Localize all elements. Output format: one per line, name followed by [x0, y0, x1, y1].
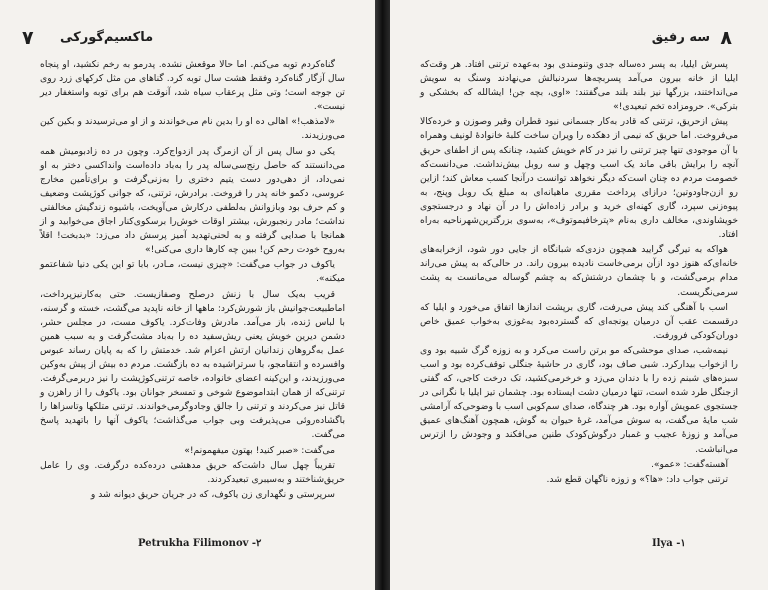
paragraph: اسب با آهنگی کند پیش می‌رفت، گاری برپشت اندازها اتفاق می‌خورد و ایلیا که درقسمت عقب آن درمیان یونجه‌ای که گسترده‌بود به‌غوزی بەخواب عمیق خاص دوران‌کودکی فرورفت.: [420, 301, 738, 341]
paragraph: پسرش ایلیا، به پسر دەسالە جدی وتنومندی بود به‌عهده ترتنی افتاد. هر وقت‌که ایلیا از خانه بیرون می‌آمد پسربچه‌ها سردنبالش می‌نهادند وسنگ به سویش می‌انداختند، بزرگها نیز بلند بلند می‌گفتند: «اوی، بچه جن! ایشالله که بخشکی و بترکی». حرومزاده تخم تبعیدی!»: [420, 59, 738, 113]
paragraph: ترتنی جواب داد: «ها؟» و زوزه ناگهان قطع شد.: [546, 473, 728, 485]
book-gutter: [375, 0, 390, 590]
paragraph: می‌گفت: «صبر کنید! بهتون میفهمونم!»: [184, 444, 335, 456]
paragraph: گناه‌کردم توبه می‌کنم. اما حالا موقعش نشده. پدرمو به رخم نکشید، او پنجاه سال آزگار گناه‌کرد وفقط هشت سال توبه کرد. گناهای من مثل کرکهای زرد روی تن جوجه است؛ وتی مثل پرعقاب سیاه شد، آنوقت هم برای توبه واستغفار دیر نیست».: [40, 59, 345, 113]
paragraph: تقریباً چهل سال داشت‌که حریق مدهشی درده‌کده درگرفت. وی را عامل حریق‌شناختند و به‌سیبری تبعیدکردند.: [40, 459, 345, 485]
paragraph: پیش ازحریق، ترتنی که قادر به‌کار جسمانی نبود قطران وقیر وصوزن و خرده‌کالا می‌فروخت. اما حریق که نیمی از دهکده را ویران ساخت کلبهٔ خانوادهٔ لونیف وهمراه با آن موجودی تنها چیز ترتنی را نیز در کام خویش کشید، چنانکه پس از اطفای حریق آنچه را برایش باقی ماند یک اسب وچهل و سه روبل بیش‌نداشت. می‌دانست‌که خصومت مردم ده چنان است‌که دیگر نخواهد توانست درآنجا کسب معاش کند؛ ازاین رو ازن‌جاودوتین؛ درازای پرداخت مقرری ماهیانه‌ای به مبلغ یک روبل وپنج، به پیوه‌زنی سپرد، گاری کهنه‌ای خرید و برادر زاده‌اش را در آن نهاد و درجستجوی خویشاوندی، مخالف داری بەنام «پترخافیموتوف»، بەسوی بزرگترین‌شهرناحیه بەراه افتاد.: [420, 116, 738, 241]
page-number: ۸: [720, 27, 732, 49]
paragraph: قریب بەیک سال با زنش درصلح وصفازیست. حتی به‌کارنیزپرداخت، اماطبیعت‌جوانیش باز شورش‌کرد: ماهها از خانه ناپدید می‌گشت، خسته و گرسنه، با لباس ژنده، باز می‌آمد. مادرش وفات‌کرد. یاکوف مست، در مجلس حشر، دشمن دیرین خویش یعنی ریش‌سفید ده را بەباد مشت‌گرفت و به سبب همین عمل به‌گروهان زندانیان ارتش اعزام شد. خدمتش را که به پایان رساند عبوس وافسرده و انتقامجو، با سرتراشیده به ده بازگشت. مردم ده بیش از پیش بەوکین می‌ورزیدند، و این‌کینه اعضای خانواده، خاصه ترتنی‌کوژپشت را نیز دربرمی‌گرفت. ترتنی‌که از همان ابتداموضوع شوخی و تمسخر جوانان بود. یاکوف را از راهزن و قاتل نیز می‌کردند و ترتنی را جالق وجادوگرمی‌خواندند. ترتنی متلکها وتاسزاها را باگشاده‌روئی می‌پذیرفت وبی جواب می‌گذاشت؛ یاکوف آنها را باتهدید پاسخ می‌گفت.: [40, 288, 345, 441]
paragraph: هواکه به تیرگی گرایید همچون دزدی‌که شبانگاه از جایی دور شود، ازخرابه‌های خانه‌ای‌که هنوز دود ازآن برمی‌خاست نادیده بیرون راند. در حالی‌که به پیش می‌راند مدام برمی‌گشت، و با چشمان درشتش‌که به چشم گوساله می‌مانست به پشت سرمی‌نگریست.: [420, 244, 738, 298]
page-footer: Petrukha Filimonov -۲: [138, 538, 262, 549]
running-header: سه رفیق: [651, 30, 710, 45]
paragraph: یکی دو سال پس از آن ازمرگ پدر ازدواج‌کرد. وچون در ده زادبومیش همه می‌دانستند که حاصل رنج‌سی‌ساله پدر را به‌باد داده‌است وانداکسی دختر به او نمی‌داد، از دهی‌دور دست یتیم دختری را بەزنی‌گرفت و برای‌تأمین مخارج عروسی، دکمو خانه پدر را فروخت. برادرش، ترتنی، که جوانی کوژپشت وضعیف و کم حرف بود وبازوانش بەلطفی درکارش می‌آویخت، باشیوه زندگیش مخالفتی نداشت؛ مادر رنجبورش، بیشتر اوقات خوش‌را برسکوی‌کنار اجاق می‌خوابید و از همانجا با صدایی گرفته و به لحنی‌تهدید آمیز پرسش داد می‌زد: «بدبخت! اقلاً بەروح خودت رحم کن! ببین چه کارها داری می‌کنی!»: [40, 145, 345, 256]
body-text: [40, 58, 345, 503]
paragraph: سرپرستی و نگهداری زن یاکوف، که در جریان حریق دیوانه شد و: [90, 488, 335, 500]
page-number: ۷: [22, 27, 34, 49]
paragraph: یاکوف در جواب می‌گفت: «چیزی نیست، مـادر، بابا تو این یکی دنیا شفاعتمو میکنه».: [40, 259, 345, 285]
left-page: [0, 0, 375, 590]
right-page: [390, 0, 768, 590]
body-text: [420, 58, 738, 488]
paragraph: آهسته‌گفت: «عمو».: [650, 458, 728, 470]
running-header: ماکسیم‌گورکی: [60, 30, 154, 45]
paragraph: نیمه‌شب، صدای موحشی‌که مو برتن راست می‌کرد و به زوزه گرگ شبیه بود وی را ازخواب بیدارکرد. شبی صاف بود، گاری در حاشیهٔ جنگلی توقف‌کرده بود و اسب سبزه‌های شبنم زده را با دندان می‌زد و خرخرمی‌کشید، تک درخت کاجی، که گفتی ازجنگل طرد شده است، تنها درمیان دشت ایستاده بود. چشمان تیز ایلیا با نگرانی در جستجوی عمویش آواره بود. هر چندگاه، صدای سم‌کوبی اسب با وضوحی‌که آرامشی شب مایهٔ می‌گفت، به سوش می‌آمد، غرهٔ حیوان به گوش، همچون آهنگ‌های عمیق می‌آمد و زوزهٔ عجیب و غمبار درگوش‌کودک طنین می‌افکند و وجودش را ازترس می‌انباشت.: [420, 344, 738, 455]
paragraph: «لامذهب!» اهالی ده او را بدین نام می‌خواندند و از او می‌ترسیدند و بکین کین می‌ورزیدند.: [40, 116, 345, 142]
page-footer: Ilya -۱: [652, 538, 686, 549]
